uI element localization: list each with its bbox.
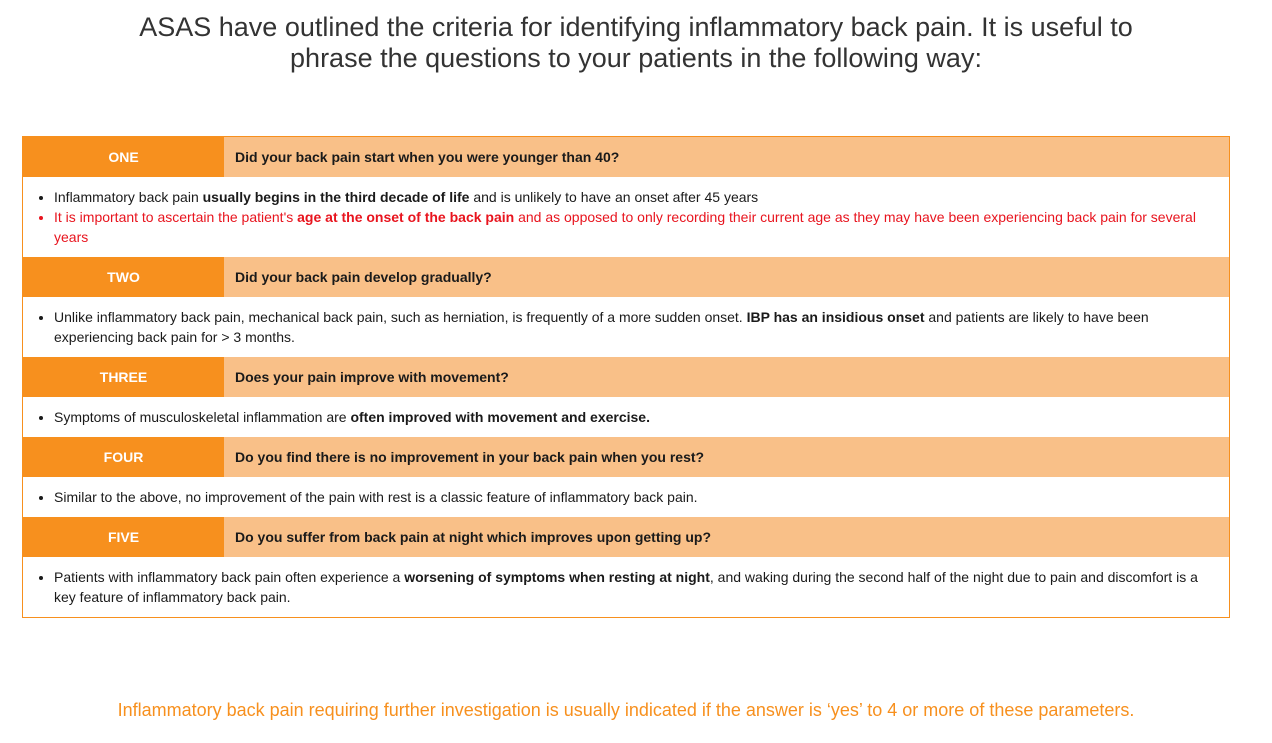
emphasis-text: age at the onset of the back pain [297,209,515,225]
answer-list [23,307,1209,347]
answer-bullet [54,207,1209,247]
bullet-text: and patients are likely to have been experiencing back pain for > 3 months. [54,309,1149,345]
footer-note: Inflammatory back pain requiring further investigation is usually indicated if the answer is ‘yes’ to 4 or more of these parameters. [117,700,1135,720]
intro-heading [60,12,1212,74]
criteria-table [22,136,1230,618]
answer-bullet [54,187,1209,207]
bullet-text: It is important to ascertain the patient's [54,209,298,225]
question-number: TWO [23,257,224,297]
question-text: Do you find there is no improvement in your back pain when you rest? [224,437,1229,477]
question-text: Did your back pain develop gradually? [224,257,1229,297]
question-row [23,357,1229,397]
bullet-text: Unlike inflammatory back pain, mechanical back pain, such as herniation, is frequently of a more sudden onset. [54,309,747,325]
answer-list [23,407,1209,427]
bullet-text: , and waking during the second half of the night due to pain and discomfort is a key feature of inflammatory back pain. [54,569,1198,605]
emphasis-text: usually begins in the third decade of life [202,189,470,205]
bullet-text: Similar to the above, no improvement of the pain with rest is a classic feature of inflammatory back pain. [54,489,698,505]
question-row [23,517,1229,557]
answer-panel [23,477,1229,517]
question-number: THREE [23,357,224,397]
emphasis-text: worsening of symptoms when resting at night [404,569,710,585]
emphasis-text: often improved with movement and exercise. [350,409,650,425]
answer-list [23,187,1209,247]
answer-bullet [54,487,1209,507]
intro-line-1: ASAS have outlined the criteria for identifying inflammatory back pain. It is useful to [139,12,1133,42]
answer-bullet [54,407,1209,427]
emphasis-text: IBP has an insidious onset [746,309,925,325]
bullet-text: Symptoms of musculoskeletal inflammation are [54,409,351,425]
question-row [23,137,1229,177]
question-row [23,257,1229,297]
question-text: Does your pain improve with movement? [224,357,1229,397]
question-row [23,437,1229,477]
answer-panel [23,297,1229,357]
answer-list [23,567,1209,607]
answer-panel [23,177,1229,257]
question-text: Do you suffer from back pain at night which improves upon getting up? [224,517,1229,557]
question-number: FOUR [23,437,224,477]
bullet-text: Inflammatory back pain [54,189,203,205]
answer-bullet [54,307,1209,347]
intro-line-2: phrase the questions to your patients in the following way: [290,43,982,73]
question-text: Did your back pain start when you were younger than 40? [224,137,1229,177]
answer-bullet [54,567,1209,607]
bullet-text: and as opposed to only recording their current age as they may have been experiencing back pain for several years [54,209,1196,245]
bullet-text: Patients with inflammatory back pain often experience a [54,569,405,585]
question-number: ONE [23,137,224,177]
question-number: FIVE [23,517,224,557]
answer-panel [23,397,1229,437]
bullet-text: and is unlikely to have an onset after 45 years [469,189,759,205]
answer-list [23,487,1209,507]
answer-panel [23,557,1229,617]
